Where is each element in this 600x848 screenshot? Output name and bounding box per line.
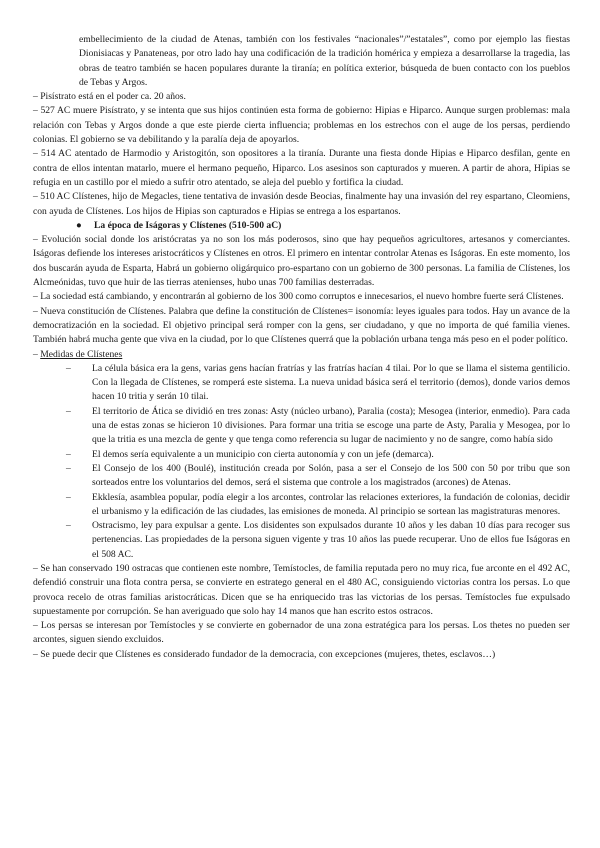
list-item: – El territorio de Ática se dividió en tres zonas: Asty (núcleo urbano), Paralia (costa); Mesogea (interior, enmedio). Para cada una de estas zonas se hicieron 10 divisiones. Para formar una tritia se escoge una parte de Asty, Paralia y Mesogea, por lo que la tritia es una mezcla de gente y que tenga como referencia su lugar de nacimiento y no de sangre, como había sido	[66, 405, 570, 446]
measures-subheading	[33, 348, 570, 362]
list-item: – El Consejo de los 400 (Boulé), institución creada por Solón, pasa a ser el Consejo de los 500 con 50 por tribu que son sorteados entre los voluntarios del demos, será el sistema que controle a los magistrados (arcones) de Atenas.	[66, 462, 570, 489]
measures-title: Medidas de Clístenes	[40, 348, 123, 360]
paragraph-pisistrato: – Pisístrato está en el poder ca. 20 años.	[33, 91, 186, 103]
bullet-icon: ●	[76, 219, 82, 231]
paragraph-527ac: – 527 AC muere Pisístrato, y se intenta que sus hijos continúen esta forma de gobierno: Hipias e Hiparco. Aunque surgen problemas: mala relación con Tebas y Argos donde a que este pierde cierta influencia; problemas en los estrechos con el auge de los persas, perdiendo colonias. El gobierno se va debilitando y la paralía deja de apoyarlos.	[33, 105, 570, 146]
measures-prefix: –	[33, 348, 41, 360]
intro-paragraph: embellecimiento de la ciudad de Atenas, también con los festivales “nacionales”/”estatales”, como por ejemplo las fiestas Dionisiacas y Panateneas, por otro lado hay una codificación de la tradición homérica y empieza a desarrollarse la tragedia, las obras de teatro también se hacen populares durante la tiranía; en política exterior, búsqueda de buen contacto con los pueblos de Tebas y Argos.	[79, 34, 570, 88]
dash-icon: –	[66, 405, 71, 417]
dash-icon: –	[66, 462, 71, 474]
list-item: – La célula básica era la gens, varias gens hacían fratrías y las fratrías hacían 4 tilai. Por lo que se llama el sistema gentilicio. Con la llegada de Clístenes, se romperá este sistema. La nueva unidad básica será el territorio (demos), donde varios demos hacen 10 tritia y serán 10 tilai.	[66, 362, 570, 403]
paragraph-society-change: – La sociedad está cambiando, y encontrarán al gobierno de los 300 como corruptos e innecesarios, el nuevo hombre fuerte será Clístenes.	[33, 291, 564, 303]
section-heading	[33, 219, 570, 233]
paragraph-conclusion: – Se puede decir que Clístenes es considerado fundador de la democracia, con excepciones (mujeres, thetes, esclavos…)	[33, 648, 496, 660]
list-item: – El demos sería equivalente a un municipio con cierta autonomía y con un jefe (demarca).	[66, 448, 570, 462]
paragraph-514ac: – 514 AC atentado de Harmodio y Aristogitón, son opositores a la tiranía. Durante una fiesta donde Hipias e Hiparco desfilan, gente en contra de ellos intentan matarlo, muere el hermano pequeño, Hiparco. Los asesinos son capturados y mueren. A partir de ahora, Hipias se refugia en un castillo por el miedo a sufrir otro atentado, se aleja del pueblo y fortifica la ciudad.	[33, 148, 570, 188]
list-item: – Ekklesía, asamblea popular, podía elegir a los arcontes, controlar las relaciones exteriores, la fundación de colonias, decidir el urbanismo y la edificación de las ciudades, las emisiones de moneda. Al principio se sortean las magistraturas menores.	[66, 491, 570, 517]
paragraph-persas: – Los persas se interesan por Temístocles y se convierte en gobernador de una zona estratégica para los persas. Los thetes no pueden ser arcontes, siguen siendo excluidos.	[33, 620, 570, 646]
dash-icon: –	[66, 448, 71, 460]
dash-icon: –	[66, 362, 71, 374]
dash-icon: –	[66, 491, 71, 503]
measures-list	[33, 362, 570, 562]
paragraph-social-evolution: – Evolución social donde los aristócratas ya no son los más poderosos, sino que hay pequeños agricultores, artesanos y comerciantes. Iságoras defiende los intereses aristocráticos y Clístenes en otros. El primero en intentar controlar Atenas es Iságoras. En este momento, los dos buscarán ayuda de Esparta, Habrá un gobierno oligárquico pro-espartano con un gobierno de 300 personas. La familia de Clístenes, los Alcmeónidas, tuvo que huir de las tierras atenienses, hubo unas 700 familias desterradas.	[33, 234, 570, 289]
list-item: – Ostracismo, ley para expulsar a gente. Los disidentes son expulsados durante 10 años y les daban 10 días para recoger sus pertenencias. Las propiedades de la persona siguen vigente y tras 10 años las puede recuperar. Uno de ellos fue Iságoras en el 508 AC.	[66, 520, 570, 560]
paragraph-new-constitution: – Nueva constitución de Clístenes. Palabra que define la constitución de Clístenes= isonomía: leyes iguales para todos. Hay un avance de la democratización en la sociedad. El objetivo principal será romper con la gens, ser ciudadano, y que no importa de qué familia vienes. También habrá mucha gente que viva en la ciudad, por lo que Clístenes querrá que la población urbana tenga más peso en el poder político.	[33, 305, 570, 346]
section-heading-text: La época de Iságoras y Clístenes (510-500 aC)	[94, 219, 282, 231]
paragraph-510ac: – 510 AC Clístenes, hijo de Megacles, tiene tentativa de invasión desde Beocias, finalmente hay una invasión del rey espartano, Cleomiens, con ayuda de Clístenes. Los hijos de Hipias son capturados e Hipias se entrega a los espartanos.	[33, 191, 570, 217]
dash-icon: –	[66, 520, 71, 532]
paragraph-ostracas: – Se han conservado 190 ostracas que contienen este nombre, Temístocles, de familia reputada pero no muy rica, fue arconte en el 492 AC, defendió construir una flota contra persa, se convierte en estratego general en el 480 AC, consiguiendo victorias contra los persas. Lo que provoca recelo de otras familias aristocráticas. Dicen que se ha enriquecido tras las victorias de los persas. Temístocles fue expulsado supuestamente por corrupción. Se han averiguado que solo hay 14 manos que han escrito estos ostracos.	[33, 562, 570, 617]
